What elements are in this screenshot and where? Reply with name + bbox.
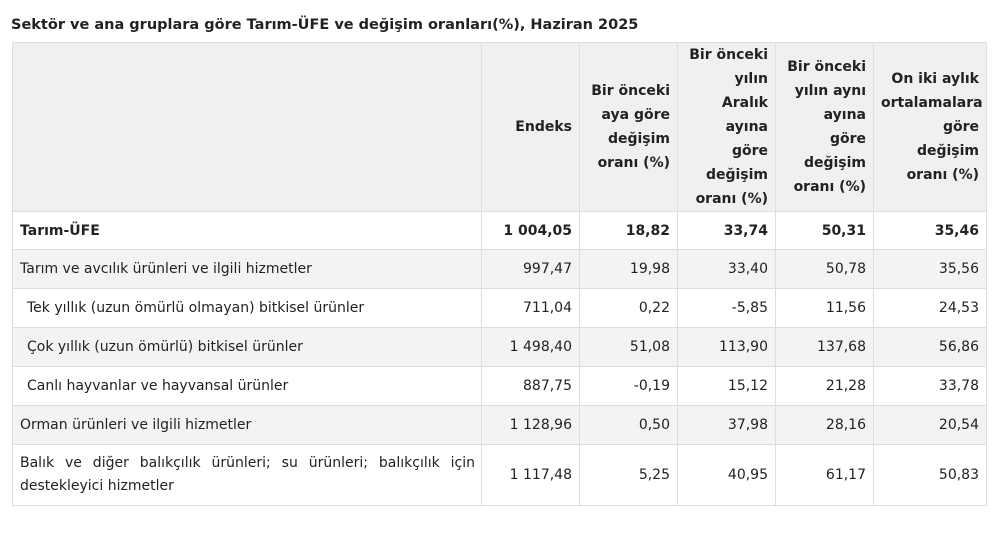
cell-annual: 137,68 xyxy=(776,328,874,367)
cell-annual: 61,17 xyxy=(776,445,874,506)
cell-average: 56,86 xyxy=(874,328,987,367)
cell-december: 37,98 xyxy=(678,406,776,445)
header-label xyxy=(13,43,482,212)
cell-endeks: 1 004,05 xyxy=(482,212,580,250)
table-row xyxy=(13,445,987,506)
table-row xyxy=(13,289,987,328)
table-row xyxy=(13,328,987,367)
cell-december: -5,85 xyxy=(678,289,776,328)
cell-annual: 50,31 xyxy=(776,212,874,250)
cell-annual: 28,16 xyxy=(776,406,874,445)
header-monthly-change: Bir önceki aya göre değişim oranı (%) xyxy=(580,43,678,212)
row-label: Çok yıllık (uzun ömürlü) bitkisel ürünler xyxy=(13,328,482,367)
header-december-change: Bir önceki yılın Aralık ayına göre değişim oranı (%) xyxy=(678,43,776,212)
cell-monthly: -0,19 xyxy=(580,367,678,406)
cell-endeks: 997,47 xyxy=(482,250,580,289)
cell-december: 33,74 xyxy=(678,212,776,250)
cell-monthly: 19,98 xyxy=(580,250,678,289)
row-label: Canlı hayvanlar ve hayvansal ürünler xyxy=(13,367,482,406)
cell-december: 113,90 xyxy=(678,328,776,367)
header-average-change: On iki aylık ortalamalara göre değişim oranı (%) xyxy=(874,43,987,212)
table-row xyxy=(13,367,987,406)
cell-monthly: 0,50 xyxy=(580,406,678,445)
table-row xyxy=(13,212,987,250)
cell-average: 50,83 xyxy=(874,445,987,506)
cell-december: 40,95 xyxy=(678,445,776,506)
cell-monthly: 5,25 xyxy=(580,445,678,506)
table-title: Sektör ve ana gruplara göre Tarım-ÜFE ve değişim oranları(%), Haziran 2025 xyxy=(11,17,639,33)
cell-endeks: 711,04 xyxy=(482,289,580,328)
cell-average: 33,78 xyxy=(874,367,987,406)
cell-monthly: 51,08 xyxy=(580,328,678,367)
cell-endeks: 1 117,48 xyxy=(482,445,580,506)
row-label: Tek yıllık (uzun ömürlü olmayan) bitkisel ürünler xyxy=(13,289,482,328)
row-label: Orman ürünleri ve ilgili hizmetler xyxy=(13,406,482,445)
row-label: Balık ve diğer balıkçılık ürünleri; su ürünleri; balıkçılık için destekleyici hizmetler xyxy=(13,445,482,506)
cell-average: 35,46 xyxy=(874,212,987,250)
cell-endeks: 1 128,96 xyxy=(482,406,580,445)
cell-annual: 21,28 xyxy=(776,367,874,406)
cell-endeks: 887,75 xyxy=(482,367,580,406)
cell-december: 15,12 xyxy=(678,367,776,406)
cell-average: 24,53 xyxy=(874,289,987,328)
cell-monthly: 18,82 xyxy=(580,212,678,250)
cell-annual: 50,78 xyxy=(776,250,874,289)
cell-average: 35,56 xyxy=(874,250,987,289)
table-row xyxy=(13,406,987,445)
cell-endeks: 1 498,40 xyxy=(482,328,580,367)
cell-average: 20,54 xyxy=(874,406,987,445)
header-annual-change: Bir önceki yılın aynı ayına göre değişim oranı (%) xyxy=(776,43,874,212)
cell-annual: 11,56 xyxy=(776,289,874,328)
row-label: Tarım ve avcılık ürünleri ve ilgili hizmetler xyxy=(13,250,482,289)
header-row xyxy=(13,43,987,212)
table-row xyxy=(13,250,987,289)
cell-december: 33,40 xyxy=(678,250,776,289)
row-label: Tarım-ÜFE xyxy=(13,212,482,250)
cell-monthly: 0,22 xyxy=(580,289,678,328)
data-table xyxy=(12,42,987,506)
header-endeks: Endeks xyxy=(482,43,580,212)
